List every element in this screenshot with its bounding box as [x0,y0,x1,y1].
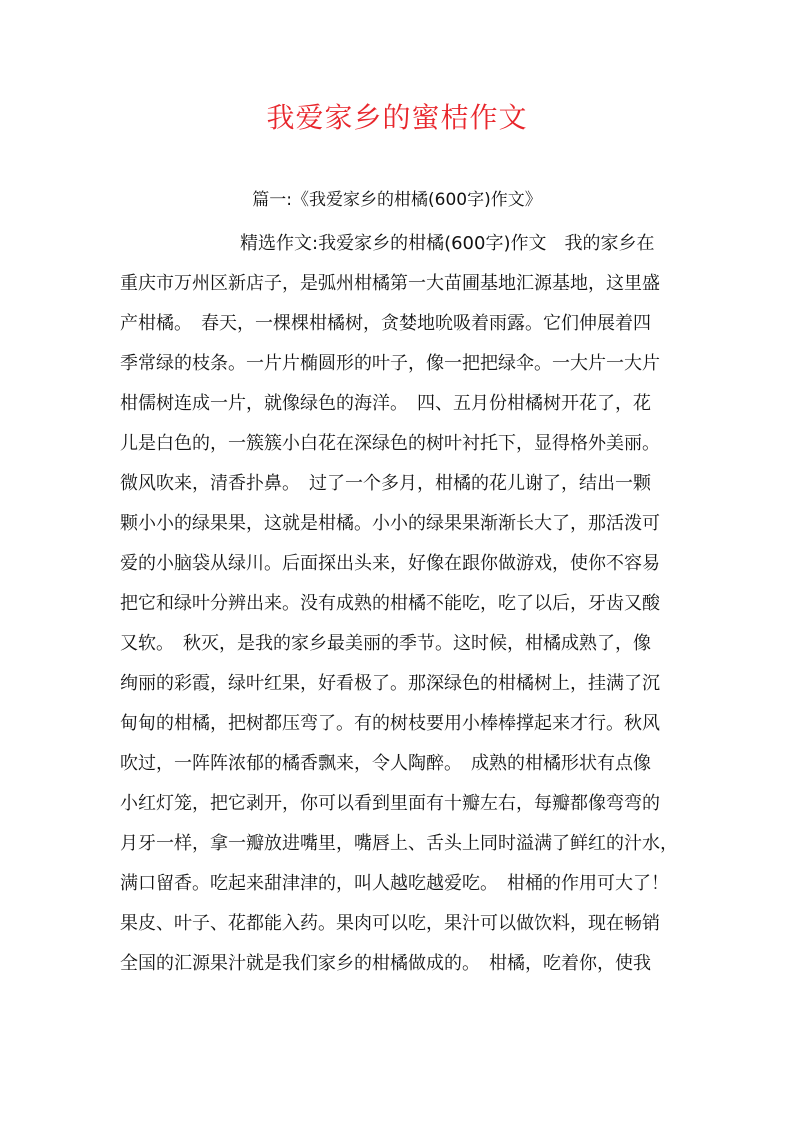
paragraph-line: 绚丽的彩霞，绿叶红果，好看极了。那深绿色的柑橘树上，挂满了沉 [120,673,660,694]
document-title: 我爱家乡的蜜桔作文 [266,101,528,134]
paragraph-line: 儿是白色的，一簇簇小白花在深绿色的树叶衬托下，显得格外美丽。 [120,433,660,454]
paragraph-line: 微风吹来，清香扑鼻。 过了一个多月，柑橘的花儿谢了，结出一颗 [120,473,651,494]
paragraph-line: 甸甸的柑橘，把树都压弯了。有的树枝要用小棒棒撑起来才行。秋风 [120,713,660,734]
paragraph-line: 果皮、叶子、花都能入药。果肉可以吃，果汁可以做饮料，现在畅销 [120,913,660,934]
paragraph-line: 颗小小的绿果果，这就是柑橘。小小的绿果果渐渐长大了，那活泼可 [120,513,660,534]
paragraph-line: 季常绿的枝条。一片片椭圆形的叶子，像一把把绿伞。一大片一大片 [120,353,660,374]
paragraph-line: 重庆市万州区新店子，是弧州柑橘第一大苗圃基地汇源基地，这里盛 [120,273,660,294]
paragraph-line: 柑儒树连成一片，就像绿色的海洋。 四、五月份柑橘树开花了，花 [120,393,651,414]
paragraph-line: 把它和绿叶分辨出来。没有成熟的柑橘不能吃，吃了以后，牙齿又酸 [120,593,660,614]
paragraph-line: 精选作文:我爱家乡的柑橘(600字)作文 我的家乡在 [240,233,655,254]
paragraph-line: 全国的汇源果汁就是我们家乡的柑橘做成的。 柑橘，吃着你，使我 [120,953,651,974]
paragraph-line: 产柑橘。 春天，一棵棵柑橘树，贪婪地吮吸着雨露。它们伸展着四 [120,313,651,334]
paragraph-line: 满口留香。吃起来甜津津的，叫人越吃越爱吃。 柑桶的作用可大了！ [120,873,669,894]
paragraph-line: 小红灯笼，把它剥开，你可以看到里面有十瓣左右，每瓣都像弯弯的 [120,793,660,814]
document-subtitle: 篇一:《我爱家乡的柑橘(600字)作文》 [252,190,542,210]
paragraph-line: 月牙一样，拿一瓣放进嘴里，嘴唇上、舌头上同时溢满了鲜红的汁水， [120,833,678,854]
paragraph-line: 爱的小脑袋从绿川。后面探出头来，好像在跟你做游戏，使你不容易 [120,553,660,574]
paragraph-line: 吹过，一阵阵浓郁的橘香飘来，令人陶醉。 成熟的柑橘形状有点像 [120,753,651,774]
paragraph-line: 又软。 秋灭，是我的家乡最美丽的季节。这时候，柑橘成熟了，像 [120,633,651,654]
